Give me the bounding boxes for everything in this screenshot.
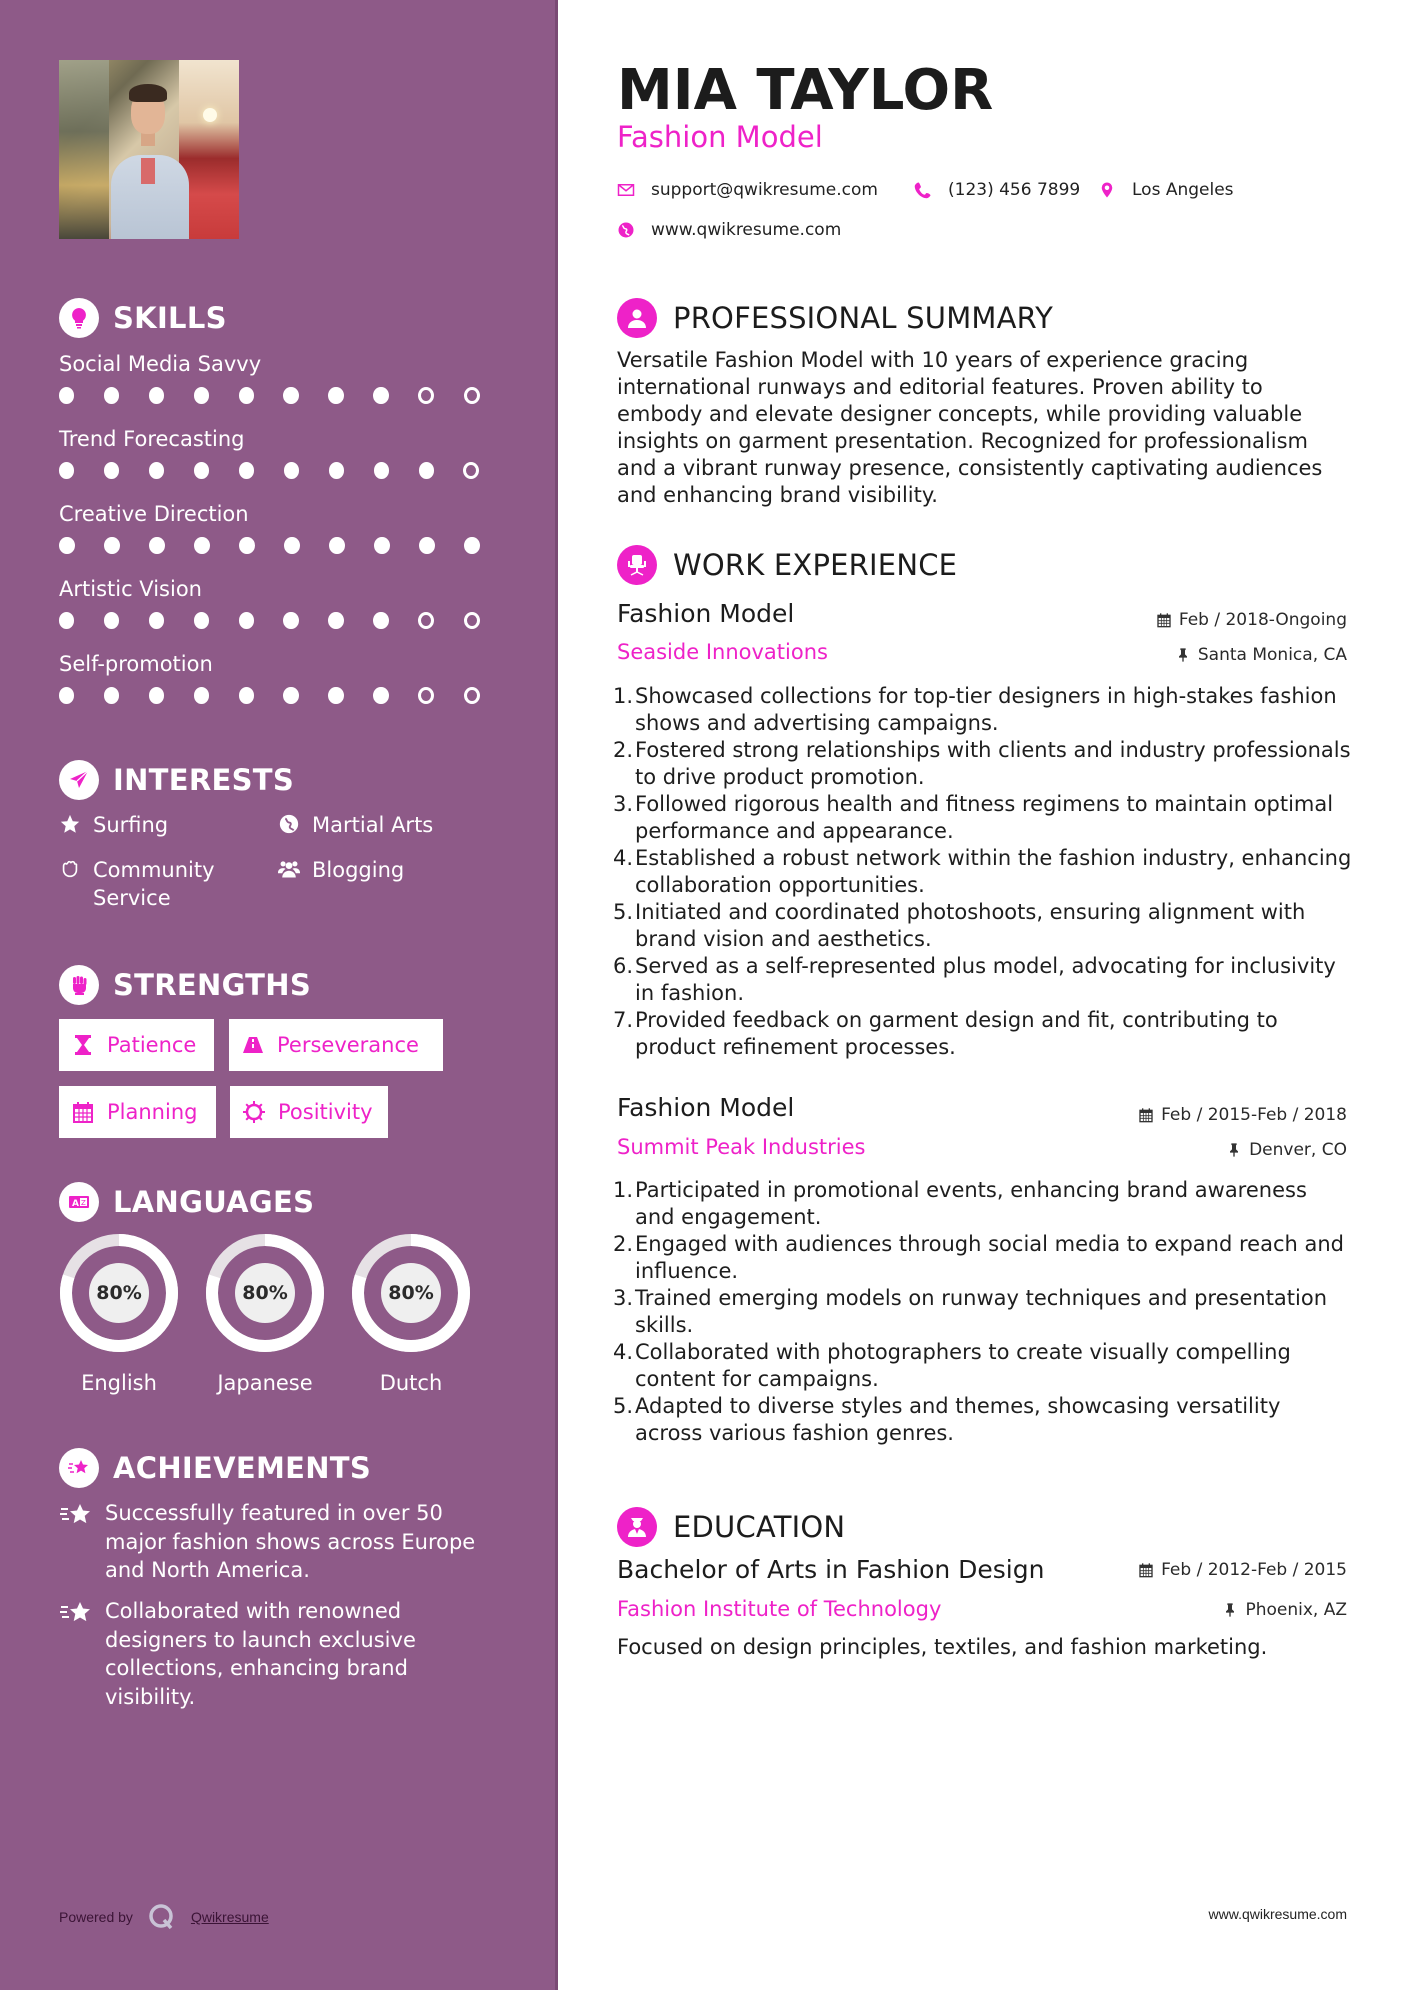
hourglass-icon — [71, 1033, 95, 1057]
translate-icon — [59, 1182, 99, 1222]
bullet-item: 5. Initiated and coordinated photoshoots, ensuring alignment with brand vision and aesthetics. — [613, 900, 1306, 951]
bullet-item: 2. Fostered strong relationships with clients and industry professionals to drive product promotion. — [613, 738, 1351, 789]
pushpin-icon — [1226, 1142, 1242, 1158]
interest-item: Blogging — [278, 856, 404, 884]
candidate-name: MIA TAYLOR — [617, 58, 994, 123]
sun-icon — [242, 1100, 266, 1124]
job-dates: Feb / 2018-Ongoing — [1156, 610, 1347, 630]
globe-icon — [278, 813, 300, 835]
users-icon — [278, 858, 300, 880]
job-title: Fashion Model — [617, 1093, 795, 1122]
envelope-icon — [617, 181, 635, 199]
bullet-item: 1. Participated in promotional events, enhancing brand awareness and engagement. — [613, 1178, 1307, 1229]
skill-rating — [59, 612, 509, 629]
skill-rating — [59, 462, 509, 479]
experience-heading: WORK EXPERIENCE — [617, 545, 957, 585]
profile-photo — [59, 60, 239, 239]
shooting-star-icon — [59, 1501, 93, 1529]
education-description: Focused on design principles, textiles, and fashion marketing. — [617, 1635, 1268, 1659]
bullet-item: 2. Engaged with audiences through social media to expand reach and influence. — [613, 1232, 1344, 1283]
shooting-star-icon — [59, 1599, 93, 1627]
calendar-icon — [1156, 612, 1172, 628]
skill-rating — [59, 537, 509, 554]
bullet-item: 5. Adapted to diverse styles and themes, showcasing versatility across various fashion genres. — [613, 1394, 1281, 1445]
skill-item: Artistic Vision — [59, 574, 509, 629]
candidate-role: Fashion Model — [617, 120, 823, 154]
svg-text:A: A — [72, 1199, 79, 1209]
job-dates: Feb / 2015-Feb / 2018 — [1138, 1105, 1347, 1125]
qwikresume-logo-icon — [147, 1902, 177, 1932]
calendar-icon — [1138, 1107, 1154, 1123]
languages-heading: A Z LANGUAGES — [59, 1182, 314, 1222]
pushpin-icon — [1222, 1602, 1238, 1618]
globe-icon — [617, 221, 635, 239]
language-progress-ring: 80% — [59, 1233, 179, 1353]
school-name: Fashion Institute of Technology — [617, 1597, 942, 1621]
calendar-icon — [1138, 1562, 1154, 1578]
contact-website[interactable]: www.qwikresume.com — [617, 220, 841, 240]
language-progress-ring: 80% — [205, 1233, 325, 1353]
interest-item: Community Service — [59, 856, 259, 912]
contact-email[interactable]: support@qwikresume.com — [617, 180, 878, 200]
skill-item: Creative Direction — [59, 499, 509, 554]
strength-chip: Patience — [59, 1019, 214, 1071]
road-icon — [241, 1033, 265, 1057]
interest-item: Surfing — [59, 811, 168, 839]
strength-chip: Positivity — [230, 1086, 388, 1138]
interest-item: Martial Arts — [278, 811, 433, 839]
job-bullets — [613, 1177, 1353, 1447]
language-progress-ring: 80% — [351, 1233, 471, 1353]
skills-heading: SKILLS — [59, 298, 227, 338]
bullet-item: 1. Showcased collections for top-tier designers in high-stakes fashion shows and advertising campaigns. — [613, 684, 1337, 735]
bullet-item: 4. Established a robust network within the fashion industry, enhancing collaboration opportunities. — [613, 846, 1352, 897]
skill-item: Self-promotion — [59, 649, 509, 704]
powered-by: Powered by Qwikresume — [59, 1902, 269, 1932]
language-item: 80% Japanese — [205, 1233, 325, 1395]
bullet-item: 4. Collaborated with photographers to create visually compelling content for campaigns. — [613, 1340, 1291, 1391]
lightbulb-icon — [59, 298, 99, 338]
degree-title: Bachelor of Arts in Fashion Design — [617, 1555, 1045, 1584]
skill-item: Social Media Savvy — [59, 349, 509, 404]
pushpin-icon — [1175, 647, 1191, 663]
user-icon — [617, 298, 657, 338]
hand-icon — [59, 858, 81, 880]
strength-chip: Perseverance — [229, 1019, 443, 1071]
summary-text: Versatile Fashion Model with 10 years of experience gracing international runways and editorial features. Proven ability to embody and elevate designer concepts, while providing valuable insights on garment presentation. Recognized for professionalism and a vibrant runway presence, consistently captivating audiences and enhancing brand visibility. — [617, 348, 1323, 507]
svg-text:Z: Z — [81, 1199, 86, 1207]
achievements-heading: ACHIEVEMENTS — [59, 1448, 371, 1488]
strength-chip: Planning — [59, 1086, 216, 1138]
job-location: Denver, CO — [1226, 1140, 1347, 1160]
skill-item: Trend Forecasting — [59, 424, 509, 479]
contact-phone[interactable]: (123) 456 7899 — [914, 180, 1080, 200]
office-chair-icon — [617, 545, 657, 585]
footer-url[interactable]: www.qwikresume.com — [1208, 1906, 1347, 1922]
skill-rating — [59, 387, 509, 404]
achievement-item: Collaborated with renowned designers to launch exclusive collections, enhancing brand visibility. — [59, 1597, 489, 1711]
calendar-icon — [71, 1100, 95, 1124]
strengths-heading: STRENGTHS — [59, 965, 311, 1005]
paper-plane-icon — [59, 760, 99, 800]
job-bullets — [613, 683, 1353, 1061]
education-heading: EDUCATION — [617, 1507, 845, 1547]
education-location: Phoenix, AZ — [1222, 1600, 1347, 1620]
star-icon — [59, 813, 81, 835]
graduate-icon — [617, 1507, 657, 1547]
bullet-item: 3. Followed rigorous health and fitness regimens to maintain optimal performance and appearance. — [613, 792, 1334, 843]
map-pin-icon — [1098, 181, 1116, 199]
job-location: Santa Monica, CA — [1175, 645, 1347, 665]
language-item: 80% English — [59, 1233, 179, 1395]
achievement-item: Successfully featured in over 50 major fashion shows across Europe and North America. — [59, 1499, 489, 1585]
sidebar — [0, 0, 555, 1990]
job-company: Seaside Innovations — [617, 640, 828, 664]
bullet-item: 6. Served as a self-represented plus model, advocating for inclusivity in fashion. — [613, 954, 1336, 1005]
shooting-star-icon — [59, 1448, 99, 1488]
skill-rating — [59, 687, 509, 704]
language-item: 80% Dutch — [351, 1233, 471, 1395]
job-title: Fashion Model — [617, 599, 795, 628]
interests-heading: INTERESTS — [59, 760, 294, 800]
phone-icon — [914, 181, 932, 199]
fist-icon — [59, 965, 99, 1005]
contact-location: Los Angeles — [1098, 180, 1234, 200]
education-dates: Feb / 2012-Feb / 2015 — [1138, 1560, 1347, 1580]
bullet-item: 3. Trained emerging models on runway techniques and presentation skills. — [613, 1286, 1328, 1337]
summary-heading: PROFESSIONAL SUMMARY — [617, 298, 1053, 338]
bullet-item: 7. Provided feedback on garment design and fit, contributing to product refinement processes. — [613, 1008, 1278, 1059]
qwikresume-link[interactable]: Qwikresume — [190, 1909, 269, 1925]
job-company: Summit Peak Industries — [617, 1135, 866, 1159]
